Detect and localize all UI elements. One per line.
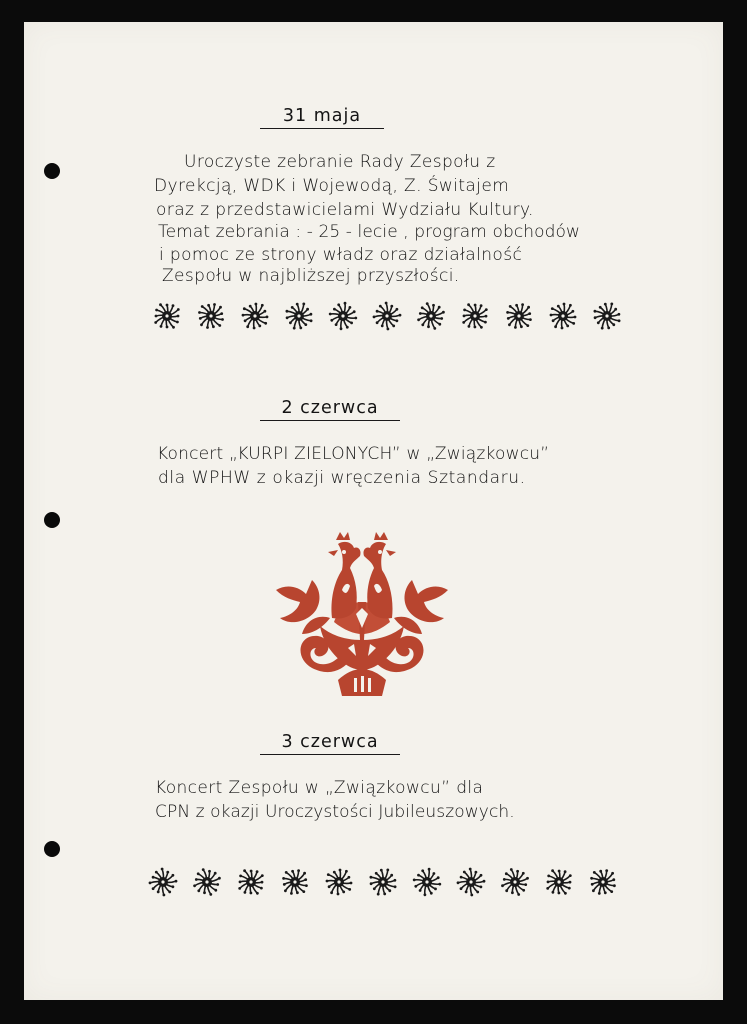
- decorative-flower-icon: [196, 301, 226, 336]
- section-1-line-6: Zespołu w najbliższej przyszłości.: [162, 266, 460, 286]
- decorative-flower-icon: [284, 301, 314, 336]
- decorative-flower-icon: [324, 867, 354, 902]
- flower-row-top: [24, 298, 723, 338]
- decorative-flower-icon: [500, 867, 530, 902]
- section-1-line-3: oraz z przedstawicielami Wydziału Kultury.: [156, 200, 534, 220]
- section-1-line-4: Temat zebrania : - 25 - lecie , program obchodów: [158, 222, 581, 242]
- decorative-flower-icon: [192, 867, 222, 902]
- decorative-flower-icon: [456, 867, 486, 902]
- section-3-line-1: Koncert Zespołu w „Związkowcu” dla: [155, 778, 484, 798]
- flower-row-bottom: [24, 864, 723, 904]
- section-1-line-1: Uroczyste zebranie Rady Zespołu z: [184, 152, 496, 172]
- section-2-line-1: Koncert „KURPI ZIELONYCH” w „Związkowcu”: [157, 444, 550, 464]
- decorative-flower-icon: [328, 301, 358, 336]
- section-3-date: 3 czerwca: [260, 732, 400, 755]
- decorative-flower-icon: [280, 867, 310, 902]
- decorative-flower-icon: [588, 867, 618, 902]
- section-1-date: 31 maja: [260, 106, 384, 129]
- decorative-flower-icon: [236, 867, 266, 902]
- binder-hole-middle: [44, 512, 60, 528]
- binder-hole-top: [44, 163, 60, 179]
- section-3-line-2: CPN z okazji Uroczystości Jubileuszowych.: [155, 802, 515, 822]
- decorative-flower-icon: [148, 867, 178, 902]
- decorative-flower-icon: [412, 867, 442, 902]
- document-page: [24, 22, 723, 1000]
- decorative-flower-icon: [504, 301, 534, 336]
- decorative-flower-icon: [460, 301, 490, 336]
- decorative-flower-icon: [240, 301, 270, 336]
- section-1-line-2: Dyrekcją, WDK i Wojewodą, Z. Świtajem: [154, 176, 510, 196]
- decorative-flower-icon: [548, 301, 578, 336]
- section-2-date: 2 czerwca: [260, 398, 400, 421]
- folk-papercut-rooster-ornament: [272, 530, 452, 698]
- decorative-flower-icon: [372, 301, 402, 336]
- decorative-flower-icon: [416, 301, 446, 336]
- decorative-flower-icon: [368, 867, 398, 902]
- section-1-line-5: i pomoc ze strony władz oraz działalność: [159, 245, 523, 265]
- decorative-flower-icon: [592, 301, 622, 336]
- decorative-flower-icon: [544, 867, 574, 902]
- decorative-flower-icon: [152, 301, 182, 336]
- binder-hole-bottom: [44, 841, 60, 857]
- section-2-line-2: dla WPHW z okazji wręczenia Sztandaru.: [158, 468, 526, 488]
